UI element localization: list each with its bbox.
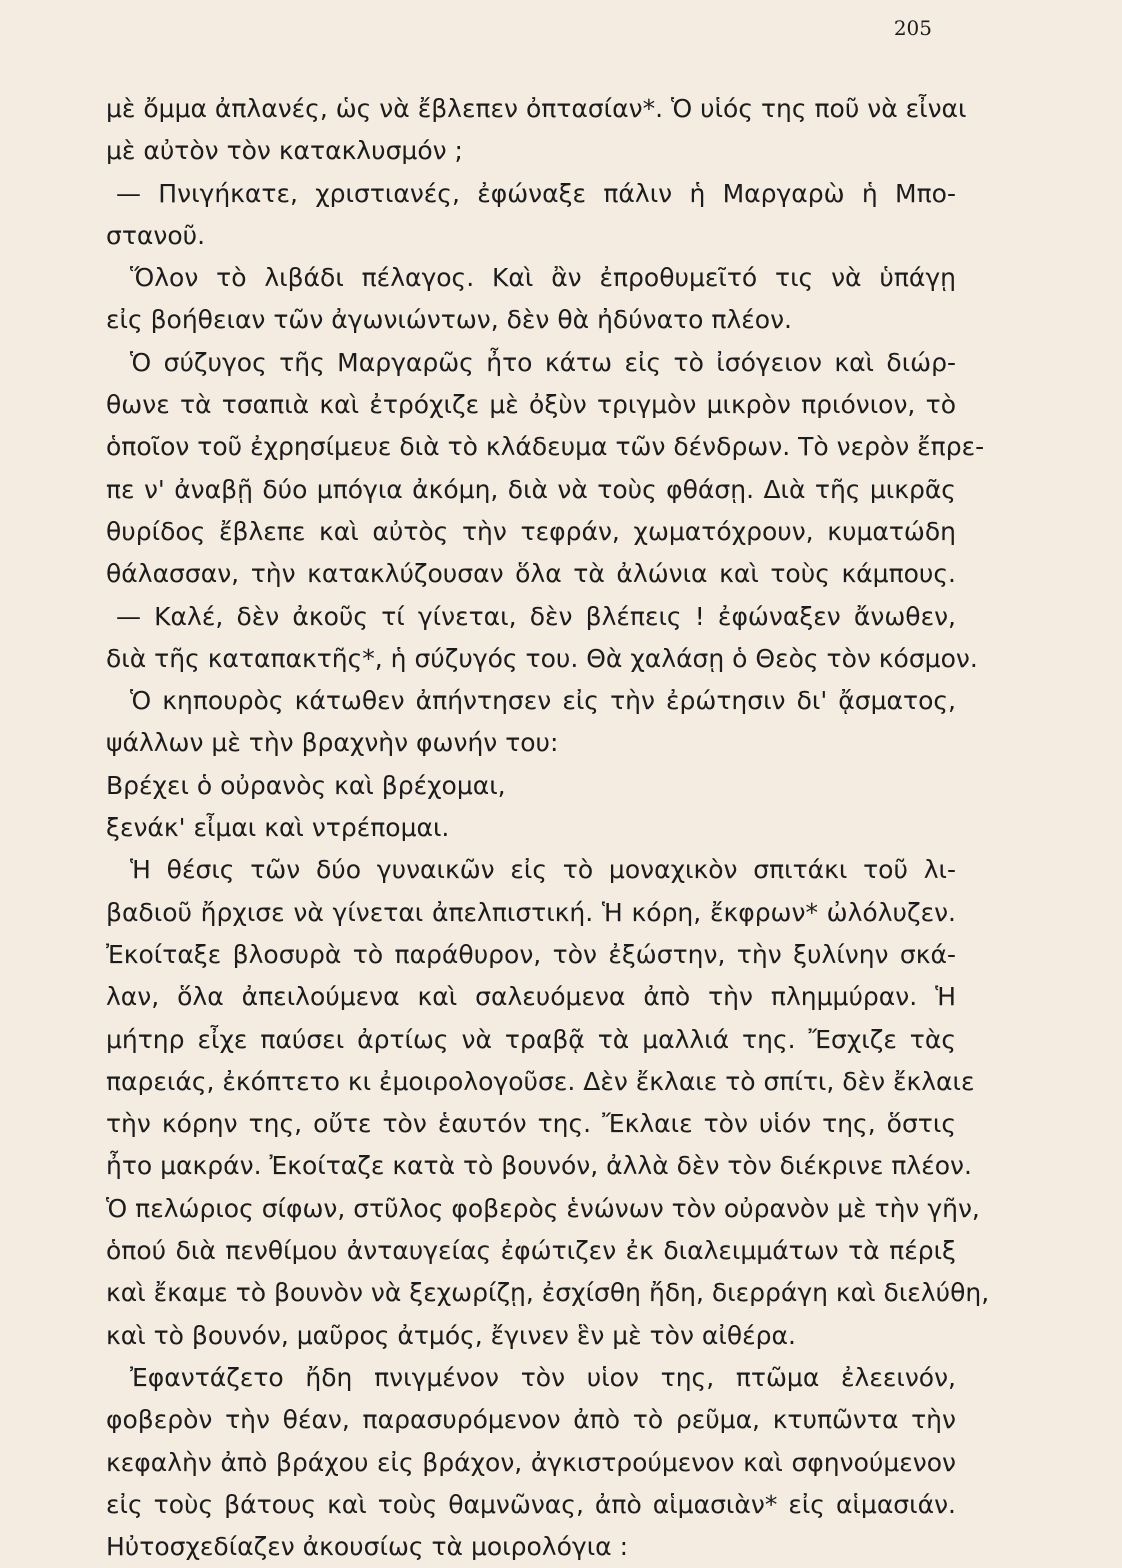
text-line: ἦτο μακράν. Ἐκοίταζε κατὰ τὸ βουνόν, ἀλλὰ δὲν τὸν διέκρινε πλέον.: [106, 1151, 972, 1181]
text-line: πε ν' ἀναβῇ δύο μπόγια ἀκόμη, διὰ νὰ τοὺς φθάσῃ. Διὰ τῆς μικρᾶς: [106, 474, 956, 504]
text-line: καὶ τὸ βουνόν, μαῦρος ἀτμός, ἔγινεν ἓν μὲ τὸν αἰθέρα.: [106, 1320, 796, 1350]
text-line: βαδιοῦ ἤρχισε νὰ γίνεται ἀπελπιστική. Ἡ κόρη, ἔκφρων* ὠλόλυζεν.: [106, 897, 956, 927]
text-line: λαν, ὅλα ἀπειλούμενα καὶ σαλευόμενα ἀπὸ τὴν πλημμύραν. Ἡ: [106, 982, 956, 1012]
paragraph-7: [106, 849, 990, 1357]
text-line: ὁπού διὰ πενθίμου ἀνταυγείας ἐφώτιζεν ἐκ διαλειμμάτων τὰ πέριξ: [106, 1236, 956, 1266]
text-line: θωνε τὰ τσαπιὰ καὶ ἐτρόχιζε μὲ ὀξὺν τριγμὸν μικρὸν πριόνιον, τὸ: [106, 390, 956, 420]
text-line: — Καλέ, δὲν ἀκοῦς τί γίνεται, δὲν βλέπεις ! ἐφώναξεν ἄνωθεν,: [116, 601, 956, 631]
text-line: Ἐφαντάζετο ἤδη πνιγμένον τὸν υἱον της, πτῶμα ἐλεεινόν,: [130, 1362, 956, 1392]
text-line: θάλασσαν, τὴν κατακλύζουσαν ὅλα τὰ ἀλώνια καὶ τοὺς κάμπους.: [106, 559, 956, 589]
verse-line: Βρέχει ὁ οὐρανὸς καὶ βρέχομαι,: [106, 770, 506, 800]
paragraph-6: [106, 680, 956, 765]
text-line: Ὅλον τὸ λιβάδι πέλαγος. Καὶ ἂν ἐπροθυμεῖτό τις νὰ ὑπάγῃ: [130, 263, 956, 293]
text-line: στανοῦ.: [106, 220, 206, 250]
text-line: μήτηρ εἶχε παύσει ἀρτίως νὰ τραβᾷ τὰ μαλλιά της. Ἔσχιζε τὰς: [106, 1024, 956, 1054]
text-line: μὲ αὐτὸν τὸν κατακλυσμόν ;: [106, 136, 463, 166]
paragraph-8: [106, 1357, 956, 1568]
text-line: εἰς βοήθειαν τῶν ἀγωνιώντων, δὲν θὰ ἠδύνατο πλέον.: [106, 305, 792, 335]
text-line: Ηὐτοσχεδίαζεν ἀκουσίως τὰ μοιρολόγια :: [106, 1532, 628, 1562]
text-body: [106, 88, 990, 1568]
text-line: ψάλλων μὲ τὴν βραχνὴν φωνήν του:: [106, 728, 559, 758]
text-line: τὴν κόρην της, οὔτε τὸν ἑαυτόν της. Ἔκλαιε τὸν υἱόν της, ὅστις: [106, 1109, 956, 1139]
text-line: Ὁ πελώριος σίφων, στῦλος φοβερὸς ἑνώνων τὸν οὐρανὸν μὲ τὴν γῆν,: [106, 1193, 980, 1223]
text-line: Ὁ σύζυγος τῆς Μαργαρῶς ἦτο κάτω εἰς τὸ ἰσόγειον καὶ διώρ-: [130, 347, 956, 377]
text-line: Ἡ θέσις τῶν δύο γυναικῶν εἰς τὸ μοναχικὸν σπιτάκι τοῦ λι-: [130, 855, 956, 885]
text-line: θυρίδος ἔβλεπε καὶ αὐτὸς τὴν τεφράν, χωματόχρουν, κυματώδη: [106, 516, 956, 546]
text-line: ὁποῖον τοῦ ἐχρησίμευε διὰ τὸ κλάδευμα τῶν δένδρων. Τὸ νερὸν ἔπρε-: [106, 432, 985, 462]
text-line: εἰς τοὺς βάτους καὶ τοὺς θαμνῶνας, ἀπὸ αἱμασιὰν* εἰς αἱμασιάν.: [106, 1489, 956, 1519]
text-line: παρειάς, ἐκόπτετο κι ἐμοιρολογοῦσε. Δὲν ἔκλαιε τὸ σπίτι, δὲν ἔκλαιε: [106, 1066, 975, 1096]
text-line: κεφαλὴν ἀπὸ βράχου εἰς βράχον, ἀγκιστρούμενον καὶ σφηνούμενον: [106, 1447, 956, 1477]
paragraph-4: [106, 342, 985, 596]
poem-verse: [106, 765, 956, 850]
verse-line: ξενάκ' εἶμαι καὶ ντρέπομαι.: [106, 813, 450, 843]
page-number: 205: [893, 16, 932, 40]
paragraph-3: [106, 257, 956, 342]
paragraph-2: [106, 173, 956, 258]
text-line: Ὁ κηπουρὸς κάτωθεν ἀπήντησεν εἰς τὴν ἐρώτησιν δι' ᾄσματος,: [130, 686, 956, 716]
text-line: μὲ ὄμμα ἀπλανές, ὡς νὰ ἔβλεπεν ὀπτασίαν*. Ὁ υἱός της ποῦ νὰ εἶναι: [106, 94, 967, 123]
paragraph-5: [106, 596, 978, 681]
text-line: Ἐκοίταξε βλοσυρὰ τὸ παράθυρον, τὸν ἐξώστην, τὴν ξυλίνην σκά-: [106, 939, 956, 969]
text-line: φοβερὸν τὴν θέαν, παρασυρόμενον ἀπὸ τὸ ρεῦμα, κτυπῶντα τὴν: [106, 1405, 956, 1435]
text-line: καὶ ἔκαμε τὸ βουνὸν νὰ ξεχωρίζῃ, ἐσχίσθη ἤδη, διερράγη καὶ διελύθη,: [106, 1278, 990, 1308]
text-line: διὰ τῆς καταπακτῆς*, ἡ σύζυγός του. Θὰ χαλάσῃ ὁ Θεὸς τὸν κόσμον.: [106, 643, 978, 673]
text-line: — Πνιγήκατε, χριστιανές, ἐφώναξε πάλιν ἡ Μαργαρὼ ἡ Μπο-: [116, 178, 956, 208]
paragraph-1: [106, 88, 967, 173]
